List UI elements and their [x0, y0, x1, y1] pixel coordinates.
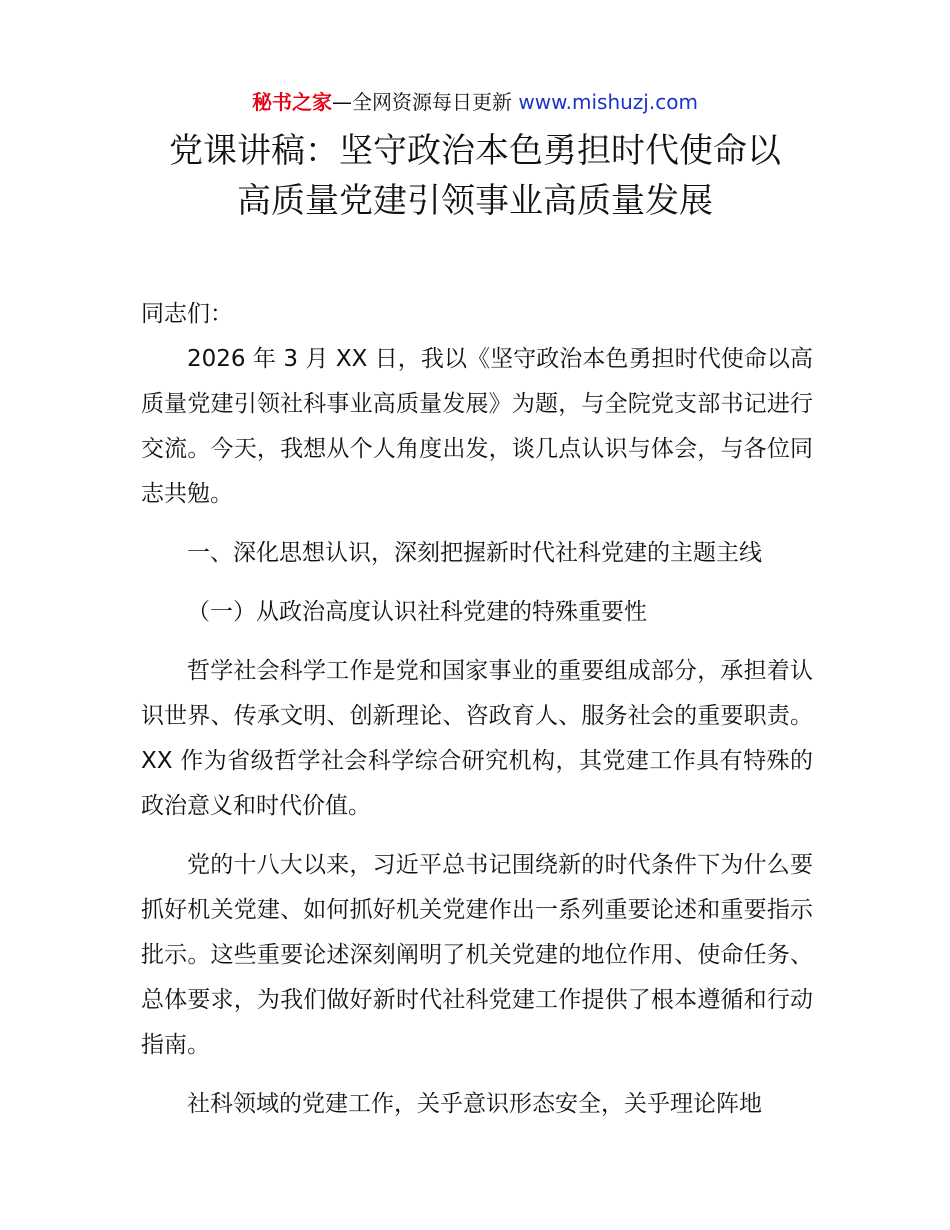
document-body	[141, 292, 813, 1141]
body-paragraph-3: 社科领域的党建工作，关乎意识形态安全，关乎理论阵地	[187, 1091, 762, 1117]
body-paragraph-2: 党的十八大以来，习近平总书记围绕新的时代条件下为什么要抓好机关党建、如何抓好机关党建作出一系列重要论述和重要指示批示。这些重要论述深刻阐明了机关党建的地位作用、使命任务、总体要求，为我们做好新时代社科党建工作提供了根本遵循和行动指南。	[141, 852, 813, 1058]
intro-paragraph: 2026 年 3 月 XX 日，我以《坚守政治本色勇担时代使命以高质量党建引领社科事业高质量发展》为题，与全院党支部书记进行交流。今天，我想从个人角度出发，谈几点认识与体会，与各位同志共勉。	[141, 346, 813, 507]
site-banner	[0, 88, 950, 116]
site-name: 秘书之家	[252, 90, 333, 114]
site-slogan: —全网资源每日更新	[332, 90, 513, 114]
site-url-link[interactable]: www.mishuzj.com	[518, 90, 698, 114]
section-heading-1: 一、深化思想认识，深刻把握新时代社科党建的主题主线	[187, 540, 762, 566]
title-line-2: 高质量党建引领事业高质量发展	[237, 181, 713, 221]
body-paragraph-1: 哲学社会科学工作是党和国家事业的重要组成部分，承担着认识世界、传承文明、创新理论、咨政育人、服务社会的重要职责。XX 作为省级哲学社会科学综合研究机构，其党建工作具有特殊的政治意义和时代价值。	[141, 658, 813, 819]
title-line-1: 党课讲稿：坚守政治本色勇担时代使命以	[169, 131, 781, 171]
document-title	[0, 126, 950, 226]
salutation: 同志们：	[141, 301, 233, 327]
subsection-heading-1: （一）从政治高度认识社科党建的特殊重要性	[187, 599, 647, 625]
